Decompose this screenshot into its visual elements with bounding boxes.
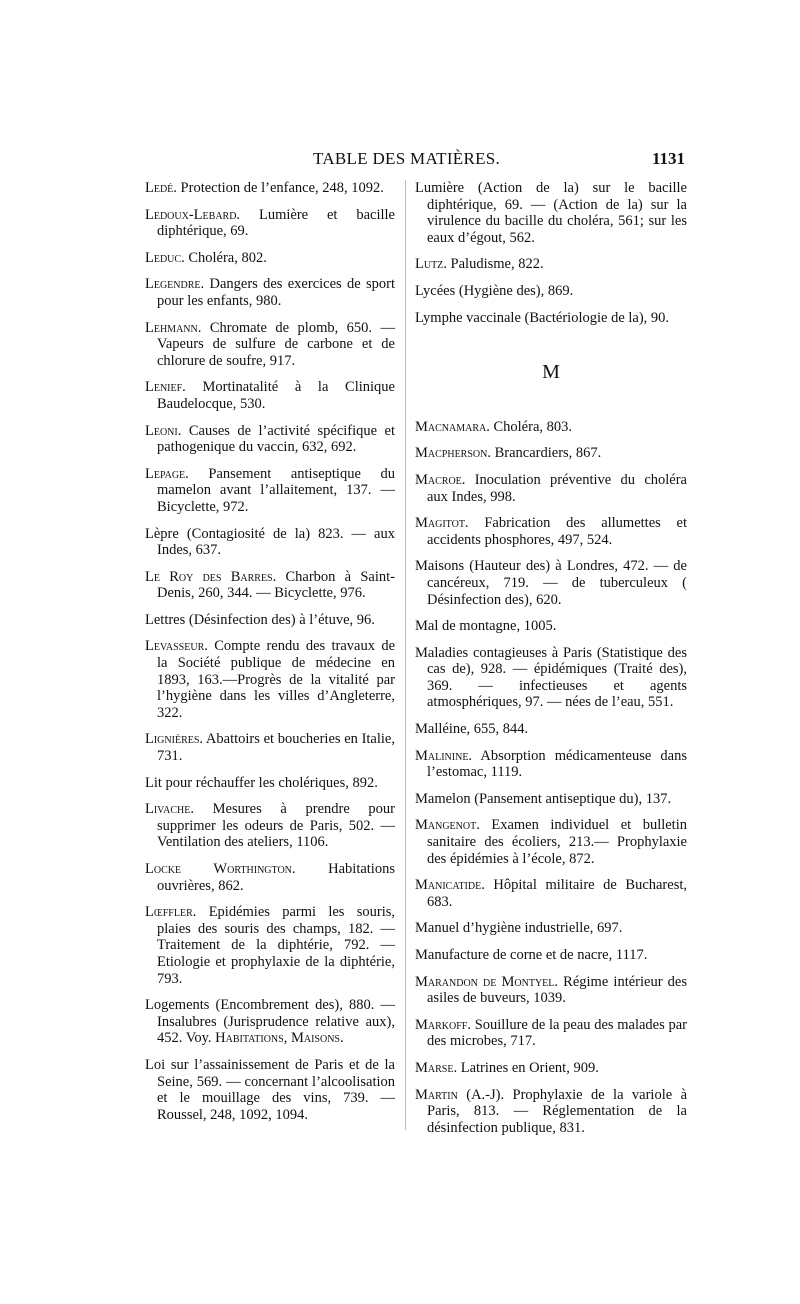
index-entry (415, 721, 687, 738)
entry-text: Dangers des exercices de sport pour les enfants, 980. (157, 276, 395, 309)
index-entry (145, 207, 395, 240)
index-entry (415, 1017, 687, 1050)
author-name: Le Roy des Barres. (145, 568, 277, 585)
column-divider (405, 180, 406, 1130)
author-name: Macpherson. (415, 445, 491, 462)
index-entry (145, 466, 395, 516)
cross-reference: Habitations, Maisons. (215, 1030, 344, 1047)
index-entry (145, 904, 395, 987)
entry-text: Lumière et bacille diphtérique, 69. (157, 206, 395, 240)
entry-text: Mal de montagne, 1005. (415, 618, 557, 635)
entry-text: Loi sur l’assainissement de Paris et de la Seine, 569. — concernant l’alcoolisation et le mouillage des vins, 739. — Roussel, 248, 1092, 1094. (145, 1056, 395, 1123)
author-name: Leoni. (145, 422, 182, 439)
entry-text: Maladies contagieuses à Paris (Statistique des cas de), 928. — épidémiques (Traité des), 369. — infectieuses et agents atmosphériques, 97. — nées de l’eau, 551. (415, 644, 687, 711)
index-entry (145, 731, 395, 764)
index-entry (145, 997, 395, 1047)
running-title: TABLE DES MATIÈRES. (313, 149, 501, 168)
entry-text: Fabrication des allumettes et accidents phosphores, 497, 524. (427, 515, 687, 548)
entry-text: Malléine, 655, 844. (415, 721, 529, 738)
author-name: Manicatide. (415, 877, 485, 894)
entry-text: Hôpital militaire de Bucharest, 683. (427, 877, 687, 910)
author-name: Locke Worthington. (145, 861, 296, 877)
index-entry (145, 320, 395, 370)
entry-text: Lymphe vaccinale (Bactériologie de la), 90. (415, 309, 670, 326)
index-entry (145, 1057, 395, 1123)
index-entry (145, 250, 395, 267)
entry-text: Abattoirs et boucheries en Italie, 731. (157, 731, 395, 765)
entry-text: Régime intérieur des asiles de buveurs, 1039. (427, 973, 688, 1007)
author-name: Markoff. (415, 1016, 471, 1033)
author-name: Marandon de Montyel. (415, 973, 559, 990)
index-column-left (145, 180, 395, 1133)
index-entry (415, 974, 687, 1007)
author-name: Ledé. (145, 180, 177, 196)
entry-text: Lycées (Hygiène des), 869. (415, 282, 574, 299)
author-name: Leduc. (145, 249, 185, 266)
index-entry (415, 877, 687, 910)
author-name: Lutz. (415, 256, 447, 273)
author-name: Macroe. (415, 471, 466, 488)
entry-text: Brancardiers, 867. (490, 445, 602, 462)
entry-text: Lettres (Désinfection des) à l’étuve, 96. (145, 611, 375, 628)
page-number: 1131 (651, 149, 685, 168)
author-name: Mangenot. (415, 817, 480, 834)
index-entry (415, 283, 687, 300)
index-entry (145, 276, 395, 309)
index-entry (415, 472, 687, 505)
index-entry (415, 445, 687, 462)
entry-text: Mortinatalité à la Clinique Baudelocque, 530. (157, 379, 395, 412)
entry-text: Souillure de la peau des malades par des microbes, 717. (427, 1016, 687, 1050)
entry-text: Pansement antiseptique du mamelon avant l’allaitement, 137. — Bicyclette, 972. (157, 465, 395, 515)
index-entry (145, 526, 395, 559)
entry-text: Lit pour réchauffer les cholériques, 892. (145, 774, 378, 791)
index-entry (145, 801, 395, 851)
author-name: Magitot. (415, 515, 469, 532)
entry-text: Manuel d’hygiène industrielle, 697. (415, 920, 623, 937)
entry-text: Chromate de plomb, 650. — Vapeurs de sulfure de carbone et de chlorure de soufre, 917. (157, 319, 395, 369)
author-name: Livache. (145, 801, 194, 818)
author-name: Marse. (415, 1059, 458, 1076)
entry-text: Causes de l’activité spécifique et pathogenique du vaccin, 632, 692. (157, 422, 395, 456)
entry-text: Lumière (Action de la) sur le bacille diphtérique, 69. — (Action de la) sur la virulence du bacille du choléra, 561; sur les eaux d’égout, 562. (415, 180, 687, 246)
author-name: Lenief. (145, 379, 186, 396)
index-entry (415, 419, 687, 436)
entry-text: Choléra, 802. (184, 249, 267, 266)
index-entry (145, 638, 395, 721)
index-entry (415, 920, 687, 937)
entry-text: Paludisme, 822. (446, 256, 544, 273)
entry-text: Lèpre (Contagiosité de la) 823. — aux Indes, 637. (145, 525, 395, 559)
author-name: Lepage. (145, 465, 189, 482)
author-name: Ledoux-Lebard. (145, 206, 241, 223)
entry-text: Mesures à prendre pour supprimer les odeurs de Paris, 502. — Ventilation des ateliers, 1106. (157, 801, 395, 851)
author-name: Lehmann. (145, 319, 202, 336)
index-entry (145, 180, 395, 197)
index-entry (415, 256, 687, 273)
index-column-right (415, 180, 687, 1146)
entry-text: Compte rendu des travaux de la Société publique de médecine en 1893, 163.—Progrès de la vitalité par l’hygiène dans les villes d’Angleterre, 322. (157, 638, 395, 721)
page-header (145, 149, 685, 175)
entry-text: Mamelon (Pansement antiseptique du), 137. (415, 790, 672, 807)
index-entry (415, 180, 687, 246)
index-entry (145, 423, 395, 456)
entry-text: Logements (Encombrement des), 880. — Insalubres (Jurisprudence relative aux), 452. Voy. (145, 997, 395, 1047)
entry-text: Examen individuel et bulletin sanitaire des écoliers, 213.— Prophylaxie des épidémies à l’école, 872. (427, 817, 687, 867)
entry-text: Charbon à Saint-Denis, 260, 344. — Bicyclette, 976. (157, 568, 395, 602)
index-entry (415, 310, 687, 327)
entry-text: (A.-J). Prophylaxie de la variole à Paris, 813. — Réglementation de la désinfection publique, 831. (427, 1086, 687, 1136)
entry-text: Inoculation préventive du choléra aux Indes, 998. (427, 471, 687, 505)
entry-text: Choléra, 803. (489, 418, 573, 435)
index-entry (145, 569, 395, 602)
index-entry (145, 612, 395, 629)
entry-text: Absorption médicamenteuse dans l’estomac, 1119. (427, 747, 687, 781)
section-letter: M (542, 361, 560, 384)
index-entry (415, 748, 687, 781)
index-entry (415, 791, 687, 808)
index-entry (145, 775, 395, 792)
index-entry (415, 645, 687, 711)
index-entries-m (415, 419, 687, 1137)
author-name: Macnamara. (415, 418, 490, 435)
index-entries-l-continued (415, 180, 687, 326)
author-name: Lignières. (145, 731, 204, 748)
index-entry (415, 817, 687, 867)
author-name: Martin (415, 1086, 458, 1103)
entry-text: Protection de l’enfance, 248, 1092. (176, 180, 384, 196)
index-entry (145, 379, 395, 412)
entry-text: Epidémies parmi les souris, plaies des souris des champs, 182. —Traitement de la diphtérie, 792. — Etiologie et prophylaxie de la diphtérie, 793. (157, 904, 395, 987)
author-name: Legendre. (145, 276, 205, 293)
entry-text: Manufacture de corne et de nacre, 1117. (415, 947, 648, 963)
entry-text: Latrines en Orient, 909. (457, 1059, 599, 1076)
author-name: Lœffler. (145, 904, 197, 921)
author-name: Levasseur. (145, 638, 208, 655)
entry-text: Habitations ouvrières, 862. (157, 861, 395, 894)
index-entry (415, 558, 687, 608)
index-entry (415, 947, 687, 964)
author-name: Malinine. (415, 747, 473, 764)
index-entry (415, 1087, 687, 1137)
index-entry (415, 1060, 687, 1077)
index-entry (415, 515, 687, 548)
entry-text: Maisons (Hauteur des) à Londres, 472. — de cancéreux, 719. — de tuberculeux ( Désinfection des), 620. (415, 558, 687, 608)
index-entry (145, 861, 395, 894)
index-entry (415, 618, 687, 635)
